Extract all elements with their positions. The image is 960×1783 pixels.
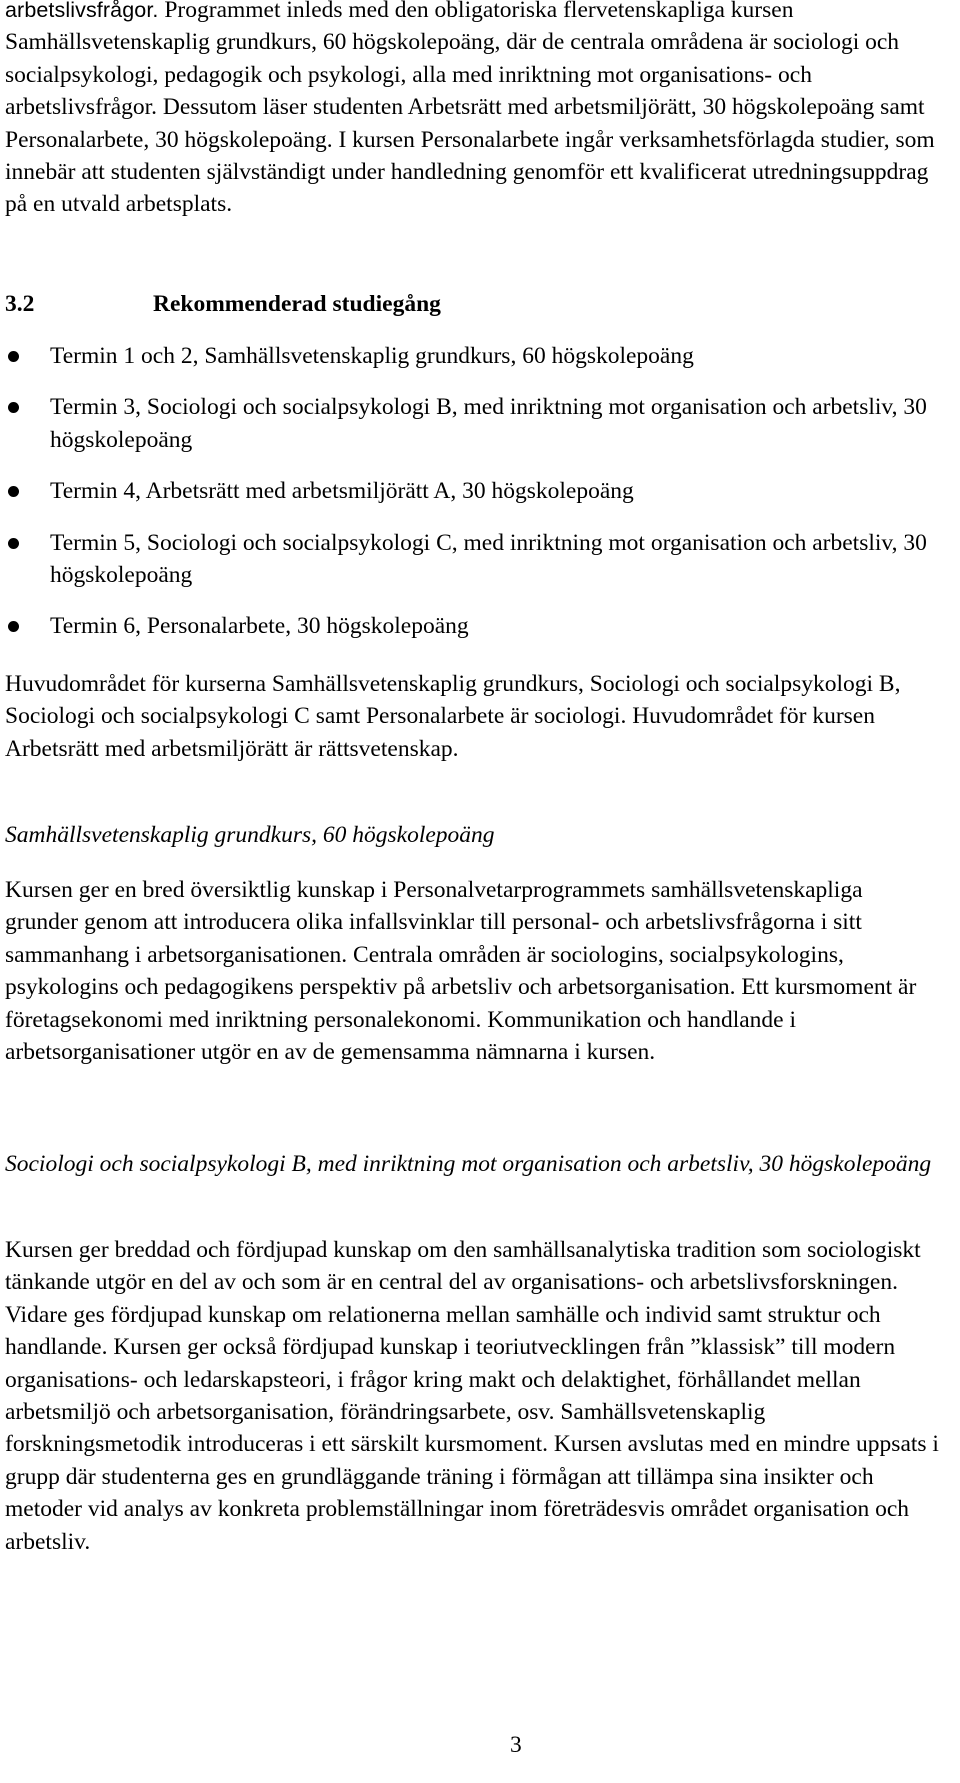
course1-body: Kursen ger en bred översiktlig kunskap i Personalvetarprogrammets samhällsvetenskapliga grunder genom att introducera olika infallsvinklar till personal- och arbetslivsfrågorna i sitt sammanhang i arbetsorganisationen. Centrala områden är sociologins, socialpsykologins, psykologins och pedagogikens perspektiv på arbetsliv och arbetsorganisation. Ett kursmoment är företagsekonomi med inriktning personalekonomi. Kommunikation och handlande i arbetsorganisationer utgör en av de gemensamma nämnarna i kursen. (5, 877, 917, 1066)
list-item-text: Termin 4, Arbetsrätt med arbetsmiljörätt A, 30 högskolepoäng (50, 478, 634, 505)
intro-paragraph (5, 0, 940, 221)
bullet-icon (8, 621, 19, 632)
bullet-icon (8, 486, 19, 497)
course1-title: Samhällsvetenskaplig grundkurs, 60 högskolepoäng (5, 822, 495, 848)
list-item-text: Termin 1 och 2, Samhällsvetenskaplig grundkurs, 60 högskolepoäng (50, 343, 694, 369)
bullet-icon (8, 538, 19, 549)
list-item (0, 610, 940, 642)
section-title: Rekommenderad studiegång (153, 291, 441, 317)
list-item-text: Termin 3, Sociologi och socialpsykologi B, med inriktning mot organisation och arbetsliv, 30 högskolepoäng (50, 394, 927, 453)
study-plan-list (0, 340, 940, 662)
course2-body: Kursen ger breddad och fördjupad kunskap om den samhällsanalytiska tradition som sociologiskt tänkande utgör en del av och som är en central del av organisations- och arbetslivsforskningen. Vidare ges fördjupad kunskap om relationerna mellan samhälle och individ samt struktur och handlande. Kursen ger också fördjupad kunskap i teoriutvecklingen från ”klassisk” till modern organisations- och ledarskapsteori, i frågor kring makt och delaktighet, förhållandet mellan arbetsmiljö och arbetsorganisation, förändringsarbete, osv. Samhällsvetenskaplig forskningsmetodik introduceras i ett särskilt kursmoment. Kursen avslutas med en mindre uppsats i grupp där studenterna ges en grundläggande träning i förmågan att tillämpa sina insikter och metoder vid analys av konkreta problemställningar inom företrädesvis området organisation och arbetsliv. (5, 1237, 939, 1555)
list-item (0, 340, 940, 372)
list-item-text: Termin 5, Sociologi och socialpsykologi C, med inriktning mot organisation och arbetsliv, 30 högskolepoäng (50, 529, 927, 589)
main-area-paragraph: Huvudområdet för kurserna Samhällsvetenskaplig grundkurs, Sociologi och socialpsykologi B, Sociologi och socialpsykologi C samt Personalarbete är sociologi. Huvudområdet för kursen Arbetsrätt med arbetsmiljörätt är rättsvetenskap. (5, 671, 901, 762)
bullet-icon (8, 351, 19, 362)
list-item (0, 391, 940, 456)
list-item (0, 527, 940, 592)
course2-title: Sociologi och socialpsykologi B, med inriktning mot organisation och arbetsliv, 30 högskolepoäng (5, 1151, 932, 1177)
section-heading (5, 288, 441, 320)
list-item (0, 475, 940, 507)
intro-text-serif: Programmet inleds med den obligatoriska flervetenskapliga kursen Samhällsvetenskaplig grundkurs, 60 högskolepoäng, där de centrala områdena är sociologi och socialpsykologi, pedagogik och psykologi, alla med inriktning mot organisations- och arbetslivsfrågor. Dessutom läser studenten Arbetsrätt med arbetsmiljörätt, 30 högskolepoäng samt Personalarbete, 30 högskolepoäng. I kursen Personalarbete ingår verksamhetsförlagda studier, som innebär att studenten självständigt under handledning genomför ett kvalificerat utredningsuppdrag på en utvald arbetsplats. (5, 0, 935, 218)
page-number: 3 (510, 1732, 522, 1758)
bullet-icon (8, 402, 19, 413)
intro-text-sans: arbetslivsfrågor. (5, 0, 159, 22)
list-item-text: Termin 6, Personalarbete, 30 högskolepoäng (50, 613, 469, 640)
section-number: 3.2 (5, 291, 35, 317)
